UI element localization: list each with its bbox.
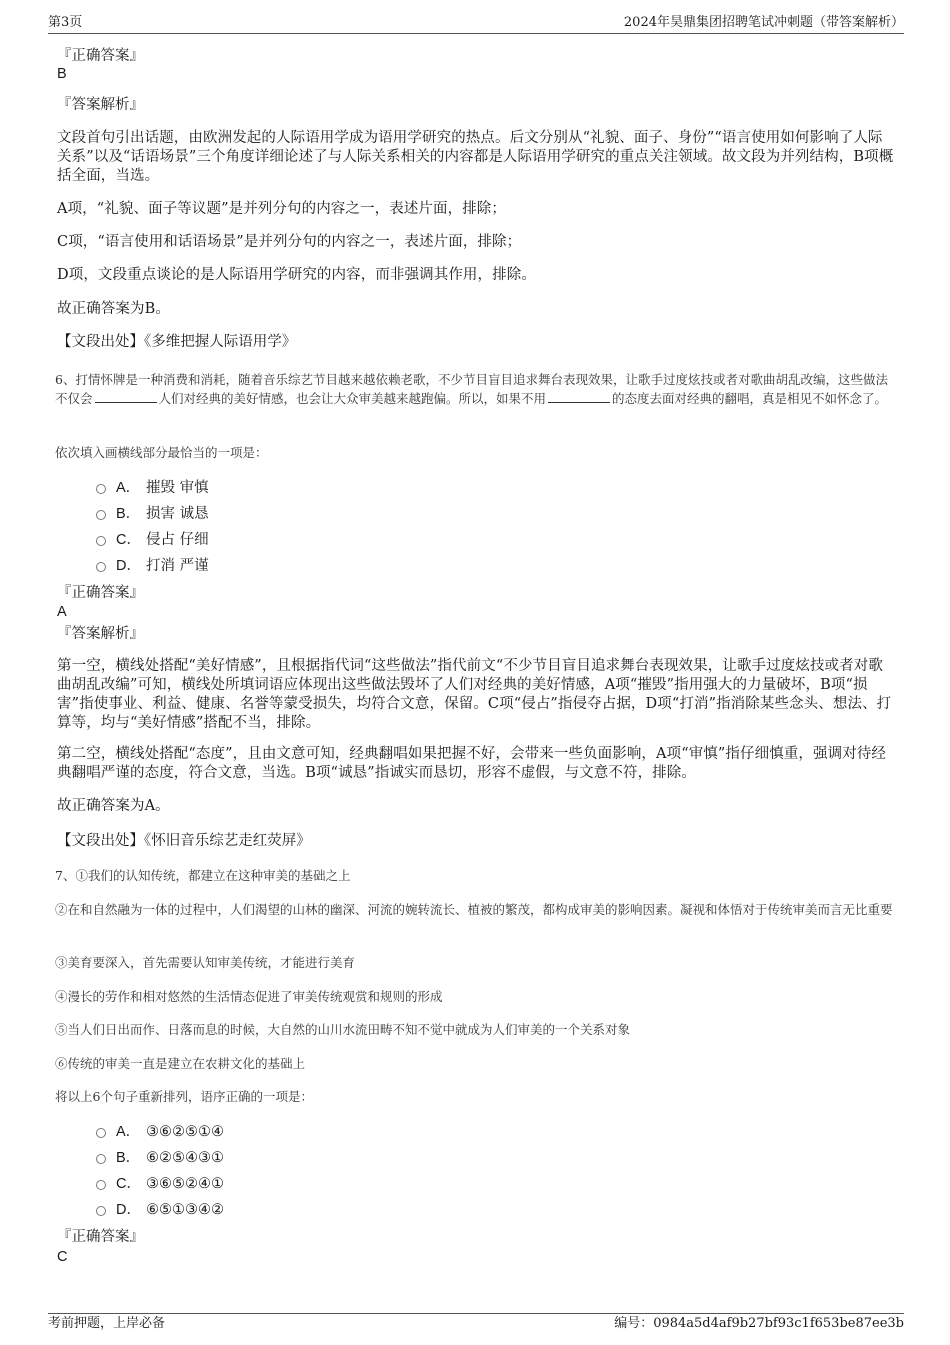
q5-analysis-option-a: A项，“礼貌、面子等议题”是并列分句的内容之一，表述片面，排除； bbox=[57, 201, 506, 217]
page-number: 第3页 bbox=[48, 15, 83, 30]
q7-sentence-5: ⑤当人们日出而作、日落而息的时候，大自然的山川水流田畴不知不觉中就成为人们审美的一个关系对象 bbox=[55, 1022, 631, 1037]
q7-sentence-4: ④漫长的劳作和相对悠然的生活情态促进了审美传统观赏和规则的形成 bbox=[55, 989, 443, 1004]
q6-answer: A bbox=[57, 604, 67, 620]
footer-slogan: 考前押题，上岸必备 bbox=[48, 1316, 166, 1331]
page-header bbox=[48, 14, 904, 34]
page-footer bbox=[48, 1313, 904, 1331]
radio-icon[interactable] bbox=[96, 484, 106, 494]
q7-option-a[interactable]: A． ③⑥②⑤①④ bbox=[96, 1122, 224, 1142]
q6-prompt: 依次填入画横线部分最恰当的一项是： bbox=[55, 445, 268, 460]
radio-icon[interactable] bbox=[96, 510, 106, 520]
q6-option-b[interactable]: B． 损害 诚恳 bbox=[96, 504, 209, 524]
q5-answer-label: 『正确答案』 bbox=[57, 48, 144, 64]
q6-analysis-label: 『答案解析』 bbox=[57, 626, 144, 642]
q5-analysis-paragraph: 文段首句引出话题，由欧洲发起的人际语用学成为语用学研究的热点。后文分别从“礼貌、面子、身份”“语言使用如何影响了人际关系”以及“话语场景”三个角度详细论述了与人际关系相关的内容都是人际语用学研究的重点关注领域。故文段为并列结构，B项概括全面，当选。 bbox=[57, 130, 894, 184]
q7-option-b[interactable]: B． ⑥②⑤④③① bbox=[96, 1148, 224, 1168]
radio-icon[interactable] bbox=[96, 1180, 106, 1190]
q7-answer: C bbox=[57, 1249, 68, 1265]
q5-answer: B bbox=[57, 66, 67, 82]
q5-source: 【文段出处】《多维把握人际语用学》 bbox=[57, 334, 297, 350]
radio-icon[interactable] bbox=[96, 1154, 106, 1164]
q7-sentence-6: ⑥传统的审美一直是建立在农耕文化的基础上 bbox=[55, 1056, 306, 1071]
q7-prompt: 将以上6个句子重新排列，语序正确的一项是： bbox=[55, 1089, 313, 1104]
radio-icon[interactable] bbox=[96, 562, 106, 572]
q6-analysis-first-blank: 第一空，横线处搭配“美好情感”，且根据指代词“这些做法”指代前文“不少节目盲目追求舞台表现效果，让歌手过度炫技或者对歌曲胡乱改编”可知，横线处所填词语应体现出这些做法毁坏了人们对经典的美好情感，A项“摧毁”指用强大的力量破坏，B项“损害”指使事业、利益、健康、名誉等蒙受损失，均符合文意，保留。C项“侵占”指侵夺占据，D项“打消”指消除某些念头、想法、打算等，均与“美好情感”搭配不当，排除。 bbox=[57, 658, 892, 731]
q6-stem bbox=[55, 370, 895, 408]
radio-icon[interactable] bbox=[96, 1128, 106, 1138]
footer-code: 编号：0984a5d4af9b27bf93c1f653be87ee3b bbox=[614, 1316, 904, 1331]
q6-stem-part-2: 人们对经典的美好情感，也会让大众审美越来越跑偏。所以，如果不用 bbox=[158, 391, 547, 406]
q7-sentence-1: 7、①我们的认知传统，都建立在这种审美的基础之上 bbox=[55, 868, 351, 883]
q6-source: 【文段出处】《怀旧音乐综艺走红荧屏》 bbox=[57, 833, 311, 849]
q7-option-d[interactable]: D． ⑥⑤①③④② bbox=[96, 1200, 224, 1220]
q7-answer-label: 『正确答案』 bbox=[57, 1229, 144, 1245]
q6-answer-label: 『正确答案』 bbox=[57, 585, 144, 601]
q5-analysis-label: 『答案解析』 bbox=[57, 97, 144, 113]
q6-stem-part-3: 的态度去面对经典的翻唱，真是相见不如怀念了。 bbox=[612, 391, 888, 406]
q6-blank-2 bbox=[548, 391, 610, 403]
q7-sentence-2: ②在和自然融为一体的过程中，人们渴望的山林的幽深、河流的婉转流长、植被的繁茂，都构成审美的影响因素。凝视和体悟对于传统审美而言无比重要 bbox=[55, 902, 893, 917]
q6-option-d[interactable]: D． 打消 严谨 bbox=[96, 556, 209, 576]
q6-blank-1 bbox=[95, 391, 157, 403]
q6-stem-part-1: 6、打情怀牌是一种消费和消耗，随着音乐综艺节目越来越依赖老歌，不少节目盲目追求舞台表现效果，让歌手过度炫技或者对歌曲胡乱改编，这些做法不仅会 bbox=[55, 372, 888, 406]
radio-icon[interactable] bbox=[96, 536, 106, 546]
q6-conclusion: 故正确答案为A。 bbox=[57, 798, 170, 814]
q6-option-a[interactable]: A． 摧毁 审慎 bbox=[96, 478, 209, 498]
document-title: 2024年昊鼎集团招聘笔试冲刺题（带答案解析） bbox=[623, 15, 904, 30]
radio-icon[interactable] bbox=[96, 1206, 106, 1216]
q7-sentence-3: ③美育要深入，首先需要认知审美传统，才能进行美育 bbox=[55, 955, 356, 970]
q6-option-c[interactable]: C． 侵占 仔细 bbox=[96, 530, 209, 550]
q6-analysis-second-blank: 第二空，横线处搭配“态度”，且由文意可知，经典翻唱如果把握不好，会带来一些负面影响，A项“审慎”指仔细慎重，强调对待经典翻唱严谨的态度，符合文意，当选。B项“诚恳”指诚实而恳切，形容不虚假，与文意不符，排除。 bbox=[57, 746, 887, 781]
q5-conclusion: 故正确答案为B。 bbox=[57, 301, 170, 317]
q7-option-c[interactable]: C． ③⑥⑤②④① bbox=[96, 1174, 224, 1194]
q5-analysis-option-c: C项，“语言使用和话语场景”是并列分句的内容之一，表述片面，排除； bbox=[57, 234, 522, 250]
q5-analysis-option-d: D项，文段重点谈论的是人际语用学研究的内容，而非强调其作用，排除。 bbox=[57, 267, 536, 283]
